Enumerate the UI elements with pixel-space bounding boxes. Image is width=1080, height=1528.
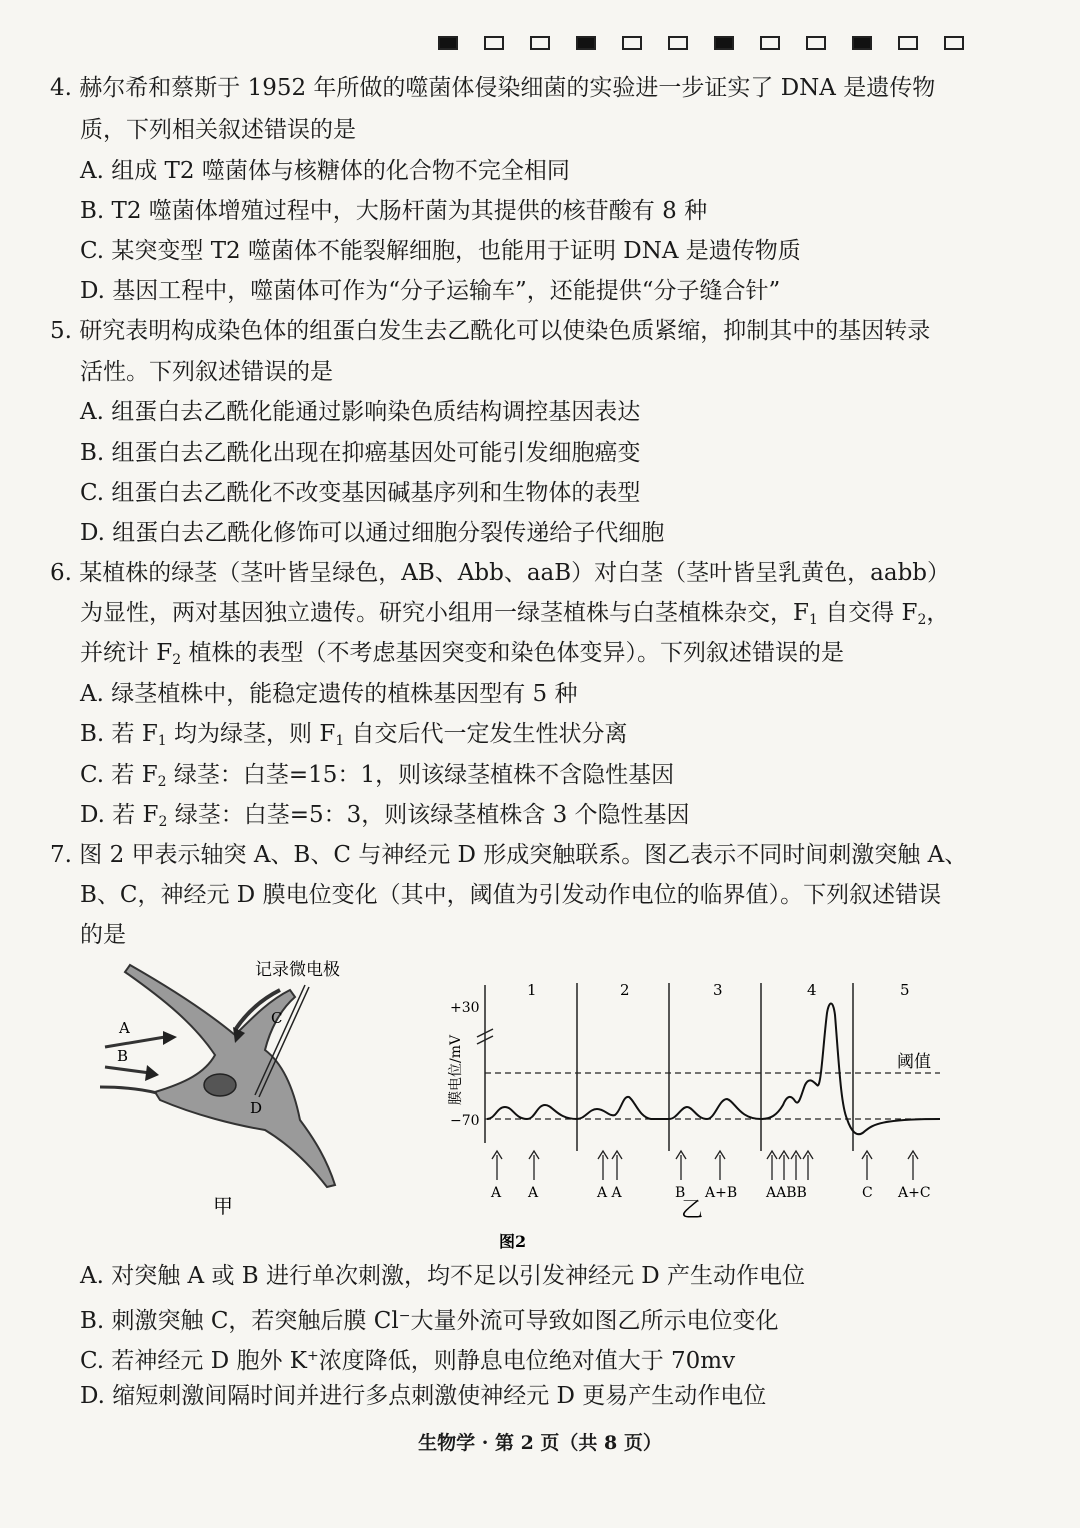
stimulus-label: A+C [898, 1185, 931, 1201]
figure-2 [95, 955, 955, 1255]
q7-stem-line1: 7. 图 2 甲表示轴突 A、B、C 与神经元 D 形成突触联系。图乙表示不同时间刺激突触 A、 [50, 842, 968, 868]
text-run: B. 若 F [80, 721, 158, 747]
q4-option-c: C. 某突变型 T2 噬菌体不能裂解细胞，也能用于证明 DNA 是遗传物质 [80, 238, 801, 264]
q6-option-c [0, 760, 674, 797]
text-run: D. 若 F [80, 802, 159, 828]
synapse-a [163, 1031, 177, 1045]
axon-b [105, 1067, 150, 1073]
q4-option-b: B. T2 噬菌体增殖过程中，大肠杆菌为其提供的核苷酸有 8 种 [80, 198, 708, 224]
text-run: B. 刺激突触 C，若突触后膜 Cl [80, 1308, 399, 1334]
text-run: 浓度降低，则静息电位绝对值大于 70mv [318, 1348, 736, 1374]
q5-option-c: C. 组蛋白去乙酰化不改变基因碱基序列和生物体的表型 [80, 480, 641, 506]
text-run: 均为绿茎，则 F [166, 721, 336, 747]
stimulus-label: B [675, 1185, 686, 1201]
label-c: C [271, 1009, 283, 1027]
alignment-mark [806, 36, 826, 50]
label-a: A [119, 1019, 130, 1037]
q5-stem-line1: 5. 研究表明构成染色体的组蛋白发生去乙酰化可以使染色质紧缩，抑制其中的基因转录 [50, 318, 931, 344]
alignment-mark [944, 36, 964, 50]
alignment-mark [484, 36, 504, 50]
subscript: 2 [158, 814, 168, 830]
label-d: D [250, 1099, 263, 1117]
text-run: 为显性，两对基因独立遗传。研究小组用一绿茎植株与白茎植株杂交，F [80, 600, 809, 626]
q7-option-c [0, 1341, 735, 1376]
panel-number: 2 [620, 981, 630, 999]
axon-lower [100, 1087, 157, 1093]
q4-stem-line1: 4. 赫尔希和蔡斯于 1952 年所做的噬菌体侵染细菌的实验进一步证实了 DNA 是遗传物 [50, 75, 936, 101]
text-run: 大量外流可导致如图乙所示电位变化 [410, 1308, 779, 1334]
text-run: C. 若神经元 D 胞外 K [80, 1348, 307, 1374]
q4-option-a: A. 组成 T2 噬菌体与核糖体的化合物不完全相同 [80, 158, 570, 184]
text-run: 并统计 F [80, 640, 173, 666]
axon-a [105, 1037, 165, 1047]
figure-caption: 图2 [499, 1232, 527, 1251]
q6-option-a: A. 绿茎植株中，能稳定遗传的植株基因型有 5 种 [80, 681, 578, 707]
nucleus [204, 1074, 236, 1096]
alignment-mark [852, 36, 872, 50]
q7-option-d: D. 缩短刺激间隔时间并进行多点刺激使神经元 D 更易产生动作电位 [80, 1383, 767, 1409]
tick-plus30: +30 [450, 1000, 480, 1016]
subscript: 2 [917, 612, 927, 628]
threshold-label: 阈值 [897, 1052, 931, 1071]
subscript: 2 [172, 652, 182, 668]
panel-number: 4 [807, 981, 817, 999]
q7-option-b [0, 1301, 778, 1336]
alignment-mark [438, 36, 458, 50]
q6-stem-line1: 6. 某植株的绿茎（茎叶皆呈绿色，AB、Abb、aaB）对白茎（茎叶皆呈乳黄色，aabb） [50, 560, 951, 586]
alignment-mark [898, 36, 918, 50]
panel-number: 5 [900, 981, 910, 999]
potential-graph [447, 981, 940, 1222]
electrode-label: 记录微电极 [255, 960, 340, 979]
text-run: C. 若 F [80, 762, 158, 788]
stimulus-label: A A [597, 1185, 622, 1201]
subscript: 2 [157, 774, 167, 790]
q6-option-b [0, 719, 628, 756]
q7-stem-line3: 的是 [80, 922, 126, 948]
alignment-mark [576, 36, 596, 50]
superscript: + [306, 1348, 319, 1364]
alignment-mark [760, 36, 780, 50]
text-run: 绿茎：白茎=5：3，则该绿茎植株含 3 个隐性基因 [167, 802, 690, 828]
arrow-heads [492, 1151, 918, 1159]
synapse-b [145, 1065, 159, 1081]
alignment-mark [622, 36, 642, 50]
alignment-mark [530, 36, 550, 50]
page-footer: 生物学 · 第 2 页（共 8 页） [418, 1432, 662, 1454]
q5-option-d: D. 组蛋白去乙酰化修饰可以通过细胞分裂传递给子代细胞 [80, 520, 665, 546]
potential-trace [487, 1004, 940, 1135]
q7-option-a: A. 对突触 A 或 B 进行单次刺激，均不足以引发神经元 D 产生动作电位 [80, 1263, 806, 1289]
header-alignment-marks [438, 36, 990, 50]
q5-option-a: A. 组蛋白去乙酰化能通过影响染色质结构调控基因表达 [80, 399, 641, 425]
alignment-mark [714, 36, 734, 50]
stimulus-label: C [862, 1185, 873, 1201]
q4-stem-line2: 质，下列相关叙述错误的是 [80, 117, 356, 143]
neuron-diagram [100, 960, 340, 1218]
y-axis-label: 膜电位/mV [448, 1034, 464, 1105]
text-run: 绿茎：白茎=15：1，则该绿茎植株不含隐性基因 [166, 762, 675, 788]
q6-stem-line3 [0, 638, 844, 675]
stimulus-arrows [492, 1151, 918, 1180]
text-run: 自交得 F [817, 600, 918, 626]
q5-stem-line2: 活性。下列叙述错误的是 [80, 359, 333, 385]
label-yi: 乙 [681, 1197, 704, 1222]
q6-stem-line2 [0, 598, 949, 635]
text-run: ， [926, 600, 950, 626]
text-run: 植株的表型（不考虑基因突变和染色体变异）。下列叙述错误的是 [181, 640, 845, 666]
stimulus-label: A [491, 1185, 502, 1201]
q6-option-d [0, 800, 690, 837]
stimulus-label: AABB [766, 1185, 807, 1201]
alignment-mark [668, 36, 688, 50]
superscript: − [398, 1308, 411, 1324]
subscript: 1 [808, 612, 818, 628]
stimulus-label: A+B [705, 1185, 738, 1201]
panel-number: 1 [527, 981, 537, 999]
subscript: 1 [335, 733, 345, 749]
label-jia: 甲 [213, 1196, 233, 1218]
text-run: 自交后代一定发生性状分离 [344, 721, 628, 747]
tick-minus70: −70 [450, 1113, 480, 1129]
q4-option-d: D. 基因工程中，噬菌体可作为“分子运输车”，还能提供“分子缝合针” [80, 278, 781, 304]
q5-option-b: B. 组蛋白去乙酰化出现在抑癌基因处可能引发细胞癌变 [80, 440, 641, 466]
q7-stem-line2: B、C，神经元 D 膜电位变化（其中，阈值为引发动作电位的临界值）。下列叙述错误 [80, 882, 942, 908]
panel-number: 3 [713, 981, 723, 999]
subscript: 1 [157, 733, 167, 749]
stimulus-label: A [528, 1185, 539, 1201]
label-b: B [117, 1047, 129, 1065]
